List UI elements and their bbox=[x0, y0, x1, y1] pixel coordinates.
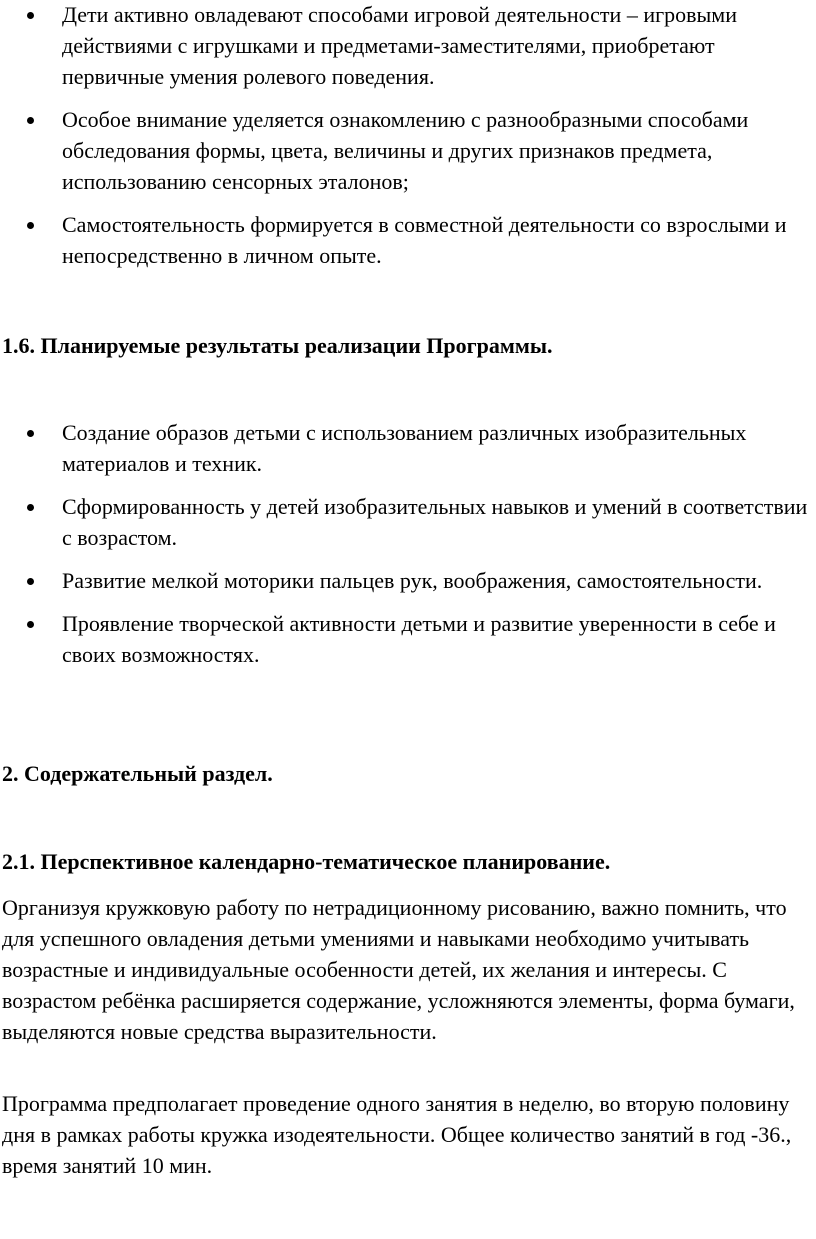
section-heading-2: 2. Содержательный раздел. bbox=[2, 761, 273, 786]
list-item bbox=[0, 0, 816, 92]
list-item-text: Создание образов детьми с использованием различных изобразительных материалов и техник. bbox=[62, 420, 747, 476]
list-item bbox=[0, 104, 816, 197]
bullet-icon bbox=[27, 222, 34, 229]
bullet-list-results bbox=[0, 417, 816, 682]
list-item bbox=[0, 608, 816, 670]
list-item bbox=[0, 565, 816, 596]
list-item bbox=[0, 417, 816, 479]
bullet-icon bbox=[27, 504, 34, 511]
section-heading-2-1: 2.1. Перспективное календарно-тематическое планирование. bbox=[2, 849, 611, 874]
bullet-icon bbox=[27, 430, 34, 437]
bullet-icon bbox=[27, 621, 34, 628]
list-item-text: Дети активно овладевают способами игровой деятельности – игровыми действиями с игрушками и предметами-заместителями, приобретают первичные умения ролевого поведения. bbox=[62, 2, 737, 89]
list-item bbox=[0, 491, 816, 553]
list-item-text: Проявление творческой активности детьми и развитие уверенности в себе и своих возможностях. bbox=[62, 611, 776, 667]
list-item-text: Развитие мелкой моторики пальцев рук, воображения, самостоятельности. bbox=[62, 568, 763, 593]
bullet-list-features bbox=[0, 0, 816, 283]
bullet-icon bbox=[27, 117, 34, 124]
section-heading-1-6: 1.6. Планируемые результаты реализации Программы. bbox=[2, 333, 553, 358]
bullet-icon bbox=[27, 578, 34, 585]
list-item-text: Особое внимание уделяется ознакомлению с разнообразными способами обследования формы, цвета, величины и других признаков предмета, использованию сенсорных эталонов; bbox=[62, 107, 749, 194]
list-item-text: Сформированность у детей изобразительных навыков и умений в соответствии с возрастом. bbox=[62, 494, 808, 550]
body-paragraph: Программа предполагает проведение одного занятия в неделю, во вторую половину дня в рамках работы кружка изодеятельности. Общее количество занятий в год -36., время занятий 10 мин. bbox=[2, 1091, 792, 1178]
body-paragraph: Организуя кружковую работу по нетрадиционному рисованию, важно помнить, что для успешного овладения детьми умениями и навыками необходимо учитывать возрастные и индивидуальные особенности детей, их желания и интересы. С возрастом ребёнка расширяется содержание, усложняются элементы, форма бумаги, выделяются новые средства выразительности. bbox=[2, 895, 795, 1044]
bullet-icon bbox=[27, 12, 34, 19]
list-item bbox=[0, 209, 816, 271]
list-item-text: Самостоятельность формируется в совместной деятельности со взрослыми и непосредственно в личном опыте. bbox=[62, 212, 787, 268]
